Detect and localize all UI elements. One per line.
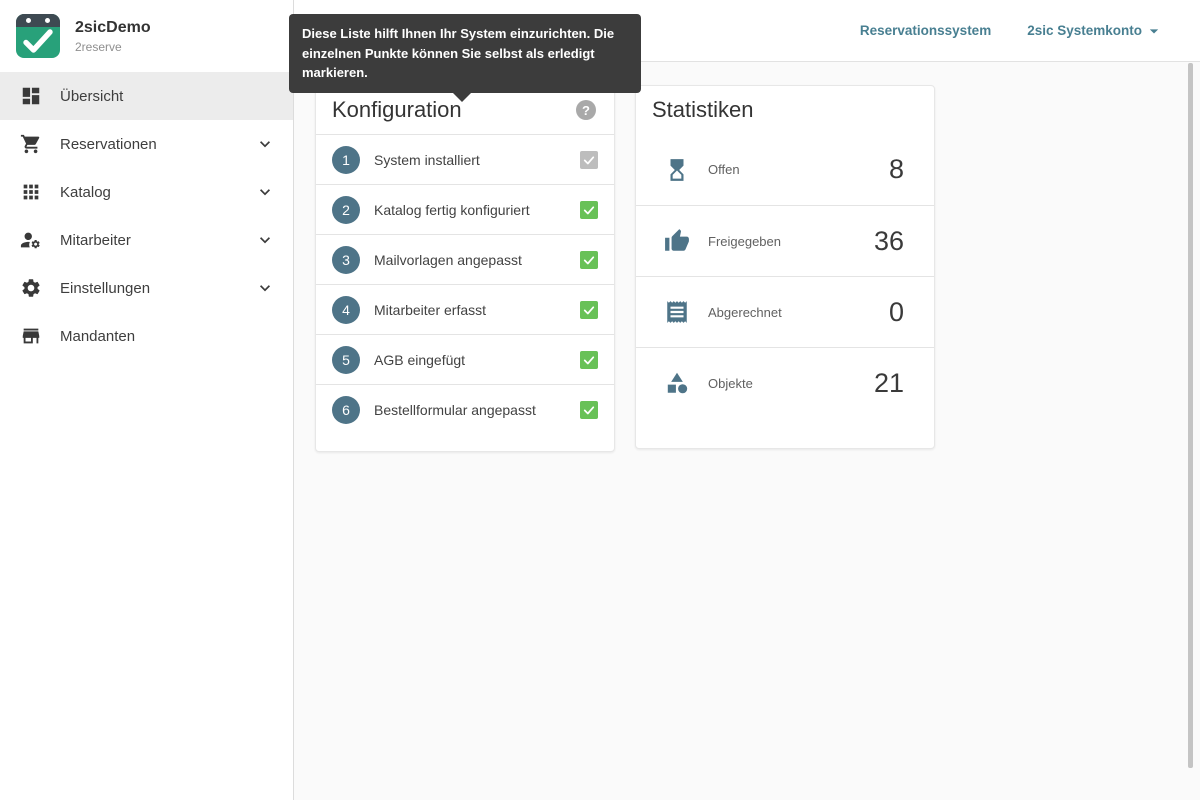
account-label: 2sic Systemkonto	[1027, 23, 1142, 38]
config-step-checkbox[interactable]	[580, 251, 598, 269]
config-step-row	[316, 134, 614, 184]
stat-value: 0	[888, 296, 904, 327]
stat-value: 21	[873, 367, 904, 398]
reservationssystem-link[interactable]: Reservationssystem	[859, 23, 992, 38]
step-number-badge: 5	[332, 346, 360, 374]
hourglass-icon	[664, 157, 690, 183]
stat-value: 36	[873, 225, 904, 256]
app-subtitle: 2reserve	[75, 40, 122, 55]
chevron-down-icon	[255, 134, 275, 154]
config-step-label: Bestellformular angepasst	[374, 401, 536, 418]
config-step-checkbox[interactable]	[580, 351, 598, 369]
sidebar-nav	[0, 72, 293, 360]
main-area	[294, 0, 1200, 800]
config-step-row	[316, 384, 614, 434]
check-icon	[20, 26, 56, 56]
calendar-ring-left	[26, 18, 31, 23]
stat-value: 8	[888, 154, 904, 184]
chevron-down-icon	[255, 278, 275, 298]
stat-label: Freigegeben	[708, 233, 781, 249]
config-step-label: AGB eingefügt	[374, 351, 466, 368]
step-number-badge: 3	[332, 246, 360, 274]
cart-icon	[20, 133, 42, 155]
sidebar-item-mandanten[interactable]	[0, 312, 293, 360]
dashboard-content	[294, 62, 1200, 452]
sidebar-item-label: Übersicht	[60, 87, 124, 105]
config-step-row	[316, 234, 614, 284]
sidebar-item-reservationen[interactable]	[0, 120, 293, 168]
stat-row	[636, 205, 934, 276]
sidebar-item-katalog[interactable]	[0, 168, 293, 216]
shapes-icon	[664, 370, 690, 396]
config-step-checkbox[interactable]	[580, 201, 598, 219]
stat-row	[636, 134, 934, 205]
sidebar-item-label: Reservationen	[60, 135, 157, 153]
sidebar-item-label: Einstellungen	[60, 279, 151, 297]
check-icon	[582, 353, 596, 367]
dashboard-icon	[20, 85, 42, 107]
stat-label: Objekte	[708, 375, 753, 391]
sidebar-item-einstellungen[interactable]	[0, 264, 293, 312]
config-step-row	[316, 184, 614, 234]
chevron-down-icon	[255, 182, 275, 202]
statistics-card	[635, 85, 935, 449]
app-title: 2sicDemo	[75, 18, 151, 36]
config-step-checkbox[interactable]	[580, 301, 598, 319]
sidebar-item-mitarbeiter[interactable]	[0, 216, 293, 264]
step-number-badge: 4	[332, 296, 360, 324]
tooltip-arrow	[453, 93, 471, 102]
calendar-ring-right	[45, 18, 50, 23]
stat-row	[636, 276, 934, 347]
thumbs-up-icon	[664, 228, 690, 254]
check-icon	[582, 153, 596, 167]
caret-down-icon	[1144, 21, 1164, 41]
configuration-card-title: Konfiguration	[332, 97, 462, 122]
person-gear-icon	[20, 229, 42, 251]
config-step-label: System installiert	[374, 151, 480, 168]
receipt-icon	[664, 299, 690, 325]
help-tooltip	[289, 14, 641, 93]
sidebar-item-label: Katalog	[60, 183, 111, 201]
store-icon	[20, 325, 42, 347]
config-step-row	[316, 334, 614, 384]
sidebar-item-label: Mandanten	[60, 327, 136, 345]
config-step-label: Katalog fertig konfiguriert	[374, 201, 530, 218]
config-step-label: Mailvorlagen angepasst	[374, 251, 522, 268]
config-step-checkbox[interactable]	[580, 401, 598, 419]
config-step-row	[316, 284, 614, 334]
config-step-label: Mitarbeiter erfasst	[374, 301, 487, 318]
sidebar-item-label: Mitarbeiter	[60, 231, 131, 249]
help-tooltip-text: Diese Liste hilft Ihnen Ihr System einzurichten. Die einzelnen Punkte können Sie selbst als erledigt markieren.	[302, 26, 615, 80]
step-number-badge: 2	[332, 196, 360, 224]
help-icon[interactable]: ?	[576, 100, 596, 120]
configuration-card	[315, 85, 615, 452]
chevron-down-icon	[255, 230, 275, 250]
vertical-scrollbar-thumb[interactable]	[1188, 63, 1193, 768]
step-number-badge: 6	[332, 396, 360, 424]
gear-icon	[20, 277, 42, 299]
check-icon	[582, 253, 596, 267]
grid-icon	[20, 181, 42, 203]
check-icon	[582, 203, 596, 217]
step-number-badge: 1	[332, 146, 360, 174]
check-icon	[582, 403, 596, 417]
sidebar-item-uebersicht[interactable]	[0, 72, 293, 120]
stat-label: Abgerechnet	[708, 304, 782, 320]
stat-row	[636, 347, 934, 418]
statistics-card-title: Statistiken	[652, 97, 754, 122]
app-logo-icon	[16, 14, 60, 58]
sidebar	[0, 0, 294, 800]
check-icon	[582, 303, 596, 317]
stat-label: Offen	[708, 162, 740, 177]
account-dropdown[interactable]	[1027, 21, 1164, 41]
app-logo-block[interactable]	[0, 0, 293, 72]
config-step-checkbox[interactable]	[580, 151, 598, 169]
